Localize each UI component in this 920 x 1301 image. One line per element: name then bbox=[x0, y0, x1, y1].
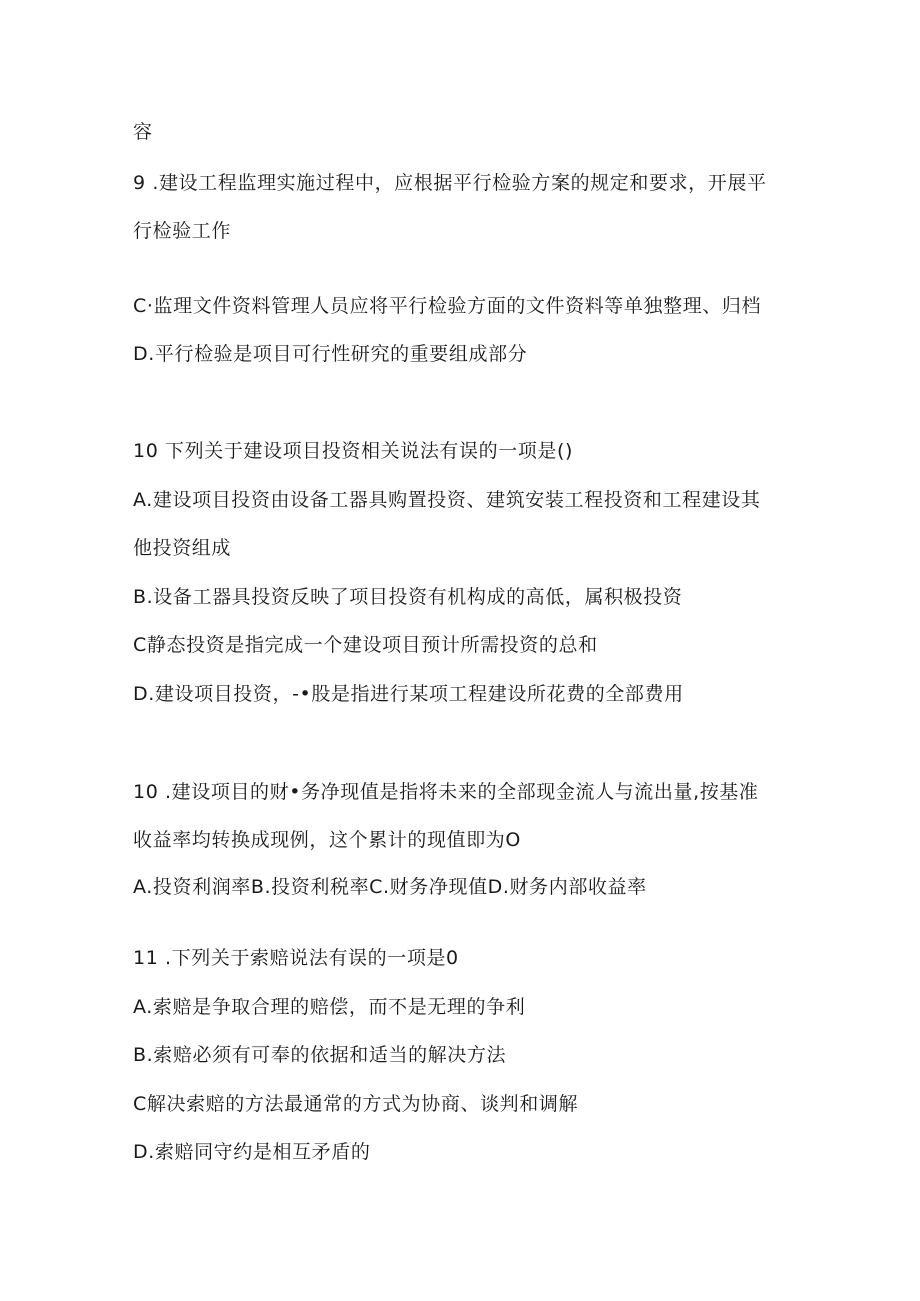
question-9-stem: 9 .建设工程监理实施过程中，应根据平行检验方案的规定和要求，开展平 bbox=[133, 172, 767, 194]
question-10b-stem-cont: 收益率均转换成现例，这个累计的现值即为O bbox=[133, 829, 521, 851]
question-11-option-a: A.索赔是争取合理的赔偿，而不是无理的争利 bbox=[133, 996, 526, 1018]
question-11-option-c: C解决索赔的方法最通常的方式为协商、谈判和调解 bbox=[133, 1093, 579, 1115]
question-10-option-c: C静态投资是指完成一个建设项目预计所需投资的总和 bbox=[133, 634, 598, 656]
question-9-option-c: C·监理文件资料管理人员应将平行检验方面的文件资料等单独整理、归档 bbox=[133, 295, 762, 317]
question-10-stem: 10 下列关于建设项目投资相关说法有误的一项是() bbox=[133, 440, 574, 462]
question-11-option-b: B.索赔必须有可奉的依据和适当的解决方法 bbox=[133, 1044, 507, 1066]
text-line-continuation: 容 bbox=[133, 121, 153, 143]
question-9-option-d: D.平行检验是项目可行性研究的重要组成部分 bbox=[133, 343, 528, 365]
question-10b-options: A.投资利润率B.投资利税率C.财务净现值D.财务内部收益率 bbox=[133, 876, 647, 898]
question-10-option-b: B.设备工器具投资反映了项目投资有机构成的高低，属积极投资 bbox=[133, 586, 683, 608]
question-10b-stem: 10 .建设项目的财•务净现值是指将未来的全部现金流人与流出量,按基准 bbox=[133, 781, 759, 803]
question-10-option-a-cont: 他投资组成 bbox=[133, 537, 232, 559]
question-11-stem: 11 .下列关于索赔说法有误的一项是0 bbox=[133, 947, 459, 969]
question-10-option-a: A.建设项目投资由设备工器具购置投资、建筑安装工程投资和工程建设其 bbox=[133, 489, 761, 511]
question-9-stem-cont: 行检验工作 bbox=[133, 220, 232, 242]
question-11-option-d: D.索赔同守约是相互矛盾的 bbox=[133, 1141, 371, 1163]
question-10-option-d: D.建设项目投资，-•股是指进行某项工程建设所花费的全部费用 bbox=[133, 683, 684, 705]
